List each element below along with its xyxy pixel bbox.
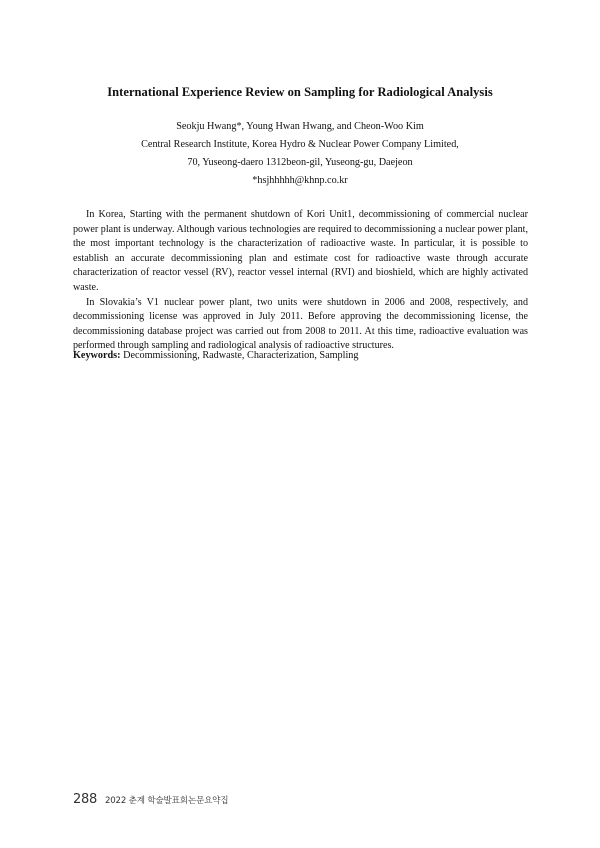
abstract-paragraph-2: In Slovakia’s V1 nuclear power plant, two units were shutdown in 2006 and 2008, respectively, and decommissioning license was approved in July 2011. Before approving the decommissioning license, the decommissioning database project was carried out from 2008 to 2011. At this time, radioactive evaluation was performed through sampling and radiological analysis of radioactive structures. (73, 296, 528, 352)
address: 70, Yuseong-daero 1312beon-gil, Yuseong-gu, Daejeon (187, 157, 413, 168)
page-footer (73, 788, 228, 807)
proceedings-title: 2022 춘계 학술발표회논문요약집 (105, 796, 229, 806)
contact-email: *hsjhhhhh@khnp.co.kr (252, 175, 348, 186)
keywords-label: Keywords: (73, 350, 121, 361)
paper-title: International Experience Review on Sampling for Radiological Analysis (107, 85, 493, 99)
abstract-body (73, 208, 528, 354)
keywords-list: Decommissioning, Radwaste, Characterization, Sampling (123, 350, 359, 361)
author-list: Seokju Hwang*, Young Hwan Hwang, and Cheon-Woo Kim (176, 121, 424, 132)
page-number: 288 (73, 792, 97, 807)
affiliation: Central Research Institute, Korea Hydro & Nuclear Power Company Limited, (141, 139, 459, 150)
keywords-line (73, 350, 528, 361)
abstract-paragraph-1: In Korea, Starting with the permanent shutdown of Kori Unit1, decommissioning of commercial nuclear power plant is underway. Although various technologies are required to decommissioning a nuclear power plant, the most important technology is the characterization of radioactive waste. In particular, it is possible to establish an accurate decommissioning plan and estimate cost for radioactive waste through accurate characterization of reactor vessel (RV), reactor vessel internal (RVI) and bioshield, which are highly activated waste. (73, 209, 528, 293)
